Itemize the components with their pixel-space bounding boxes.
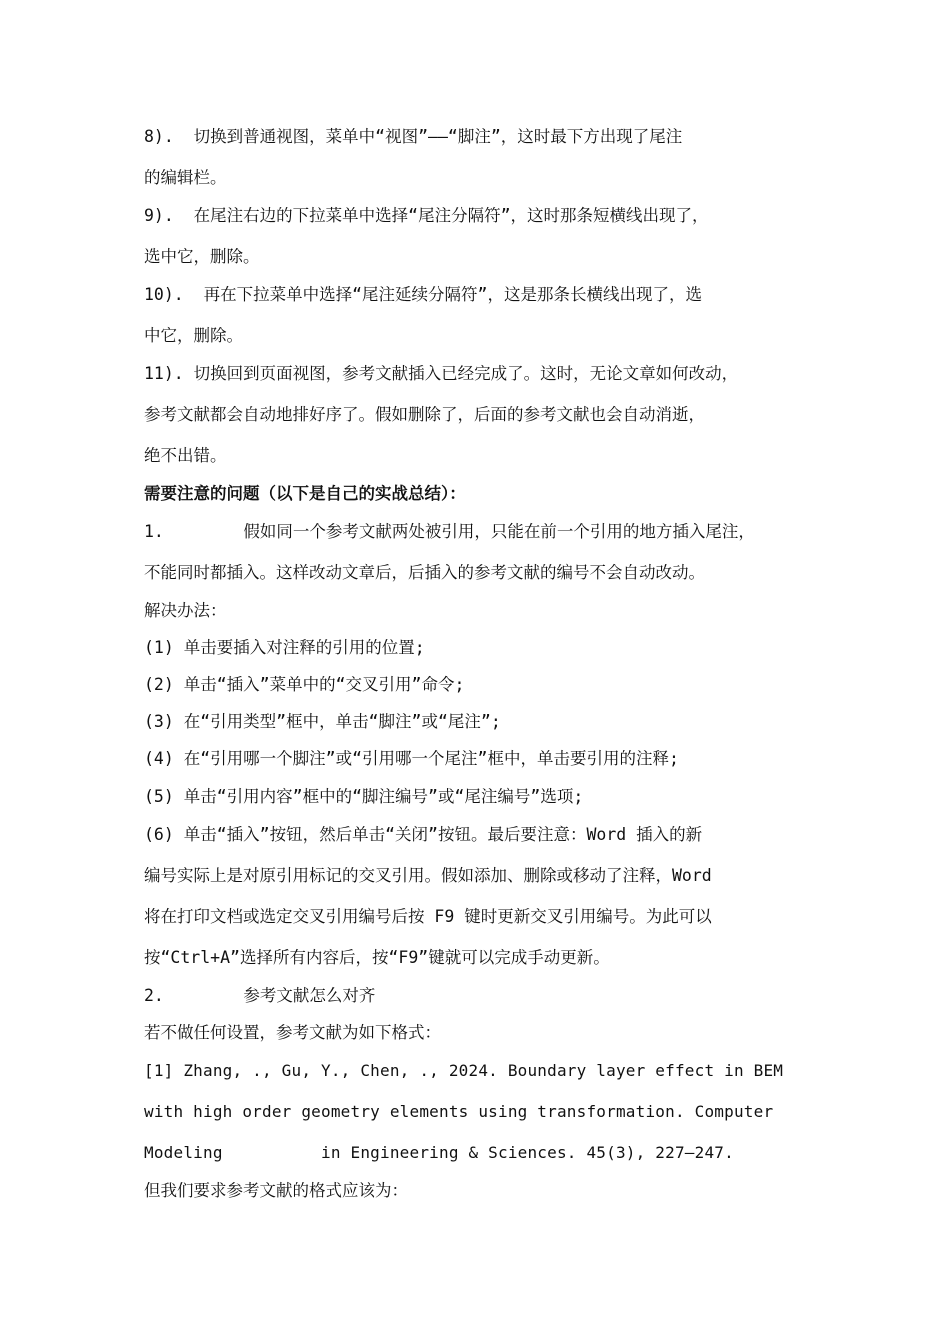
solution-step-4: (4) 在“引用哪一个脚注”或“引用哪一个尾注”框中，单击要引用的注释; <box>144 749 679 768</box>
solution-step-2: (2) 单击“插入”菜单中的“交叉引用”命令; <box>144 675 465 694</box>
reference-line-2: with high order geometry elements using transformation. Computer <box>144 1102 774 1121</box>
step-8-line-2: 的编辑栏。 <box>144 168 227 187</box>
default-format-label: 若不做任何设置，参考文献为如下格式： <box>144 1023 441 1042</box>
step-10-line-2: 中它，删除。 <box>144 326 243 345</box>
step-9-line-2: 选中它，删除。 <box>144 247 260 266</box>
solution-step-6-line-1: (6) 单击“插入”按钮，然后单击“关闭”按钮。最后要注意：Word 插入的新 <box>144 825 703 844</box>
reference-line-1: [1] Zhang, ., Gu, Y., Chen, ., 2024. Boundary layer effect in BEM <box>144 1061 784 1080</box>
item-1-line-2: 不能同时都插入。这样改动文章后，后插入的参考文献的编号不会自动改动。 <box>144 563 705 582</box>
solution-step-3: (3) 在“引用类型”框中，单击“脚注”或“尾注”; <box>144 712 501 731</box>
step-10-line-1: 10). 再在下拉菜单中选择“尾注延续分隔符”，这是那条长横线出现了，选 <box>144 285 702 304</box>
step-11-line-3: 绝不出错。 <box>144 446 227 465</box>
solution-step-6-line-4: 按“Ctrl+A”选择所有内容后，按“F9”键就可以完成手动更新。 <box>144 948 610 967</box>
required-format-label: 但我们要求参考文献的格式应该为： <box>144 1181 408 1200</box>
reference-line-3: Modeling in Engineering & Sciences. 45(3), 227–247. <box>144 1143 734 1162</box>
item-2-heading: 2. 参考文献怎么对齐 <box>144 986 376 1005</box>
solution-step-6-line-3: 将在打印文档或选定交叉引用编号后按 F9 键时更新交叉引用编号。为此可以 <box>144 907 712 926</box>
item-1-line-1: 1. 假如同一个参考文献两处被引用，只能在前一个引用的地方插入尾注， <box>144 522 755 541</box>
step-11-line-1: 11). 切换回到页面视图，参考文献插入已经完成了。这时，无论文章如何改动， <box>144 364 739 383</box>
step-8-line-1: 8). 切换到普通视图，菜单中“视图”——“脚注”，这时最下方出现了尾注 <box>144 127 683 146</box>
step-11-line-2: 参考文献都会自动地排好序了。假如删除了，后面的参考文献也会自动消逝， <box>144 405 705 424</box>
solution-step-5: (5) 单击“引用内容”框中的“脚注编号”或“尾注编号”选项; <box>144 787 584 806</box>
solution-label: 解决办法： <box>144 601 227 620</box>
solution-step-6-line-2: 编号实际上是对原引用标记的交叉引用。假如添加、删除或移动了注释，Word <box>144 866 712 885</box>
section-heading: 需要注意的问题（以下是自己的实战总结）： <box>144 484 466 503</box>
solution-step-1: (1) 单击要插入对注释的引用的位置; <box>144 638 425 657</box>
step-9-line-1: 9). 在尾注右边的下拉菜单中选择“尾注分隔符”，这时那条短横线出现了， <box>144 206 709 225</box>
